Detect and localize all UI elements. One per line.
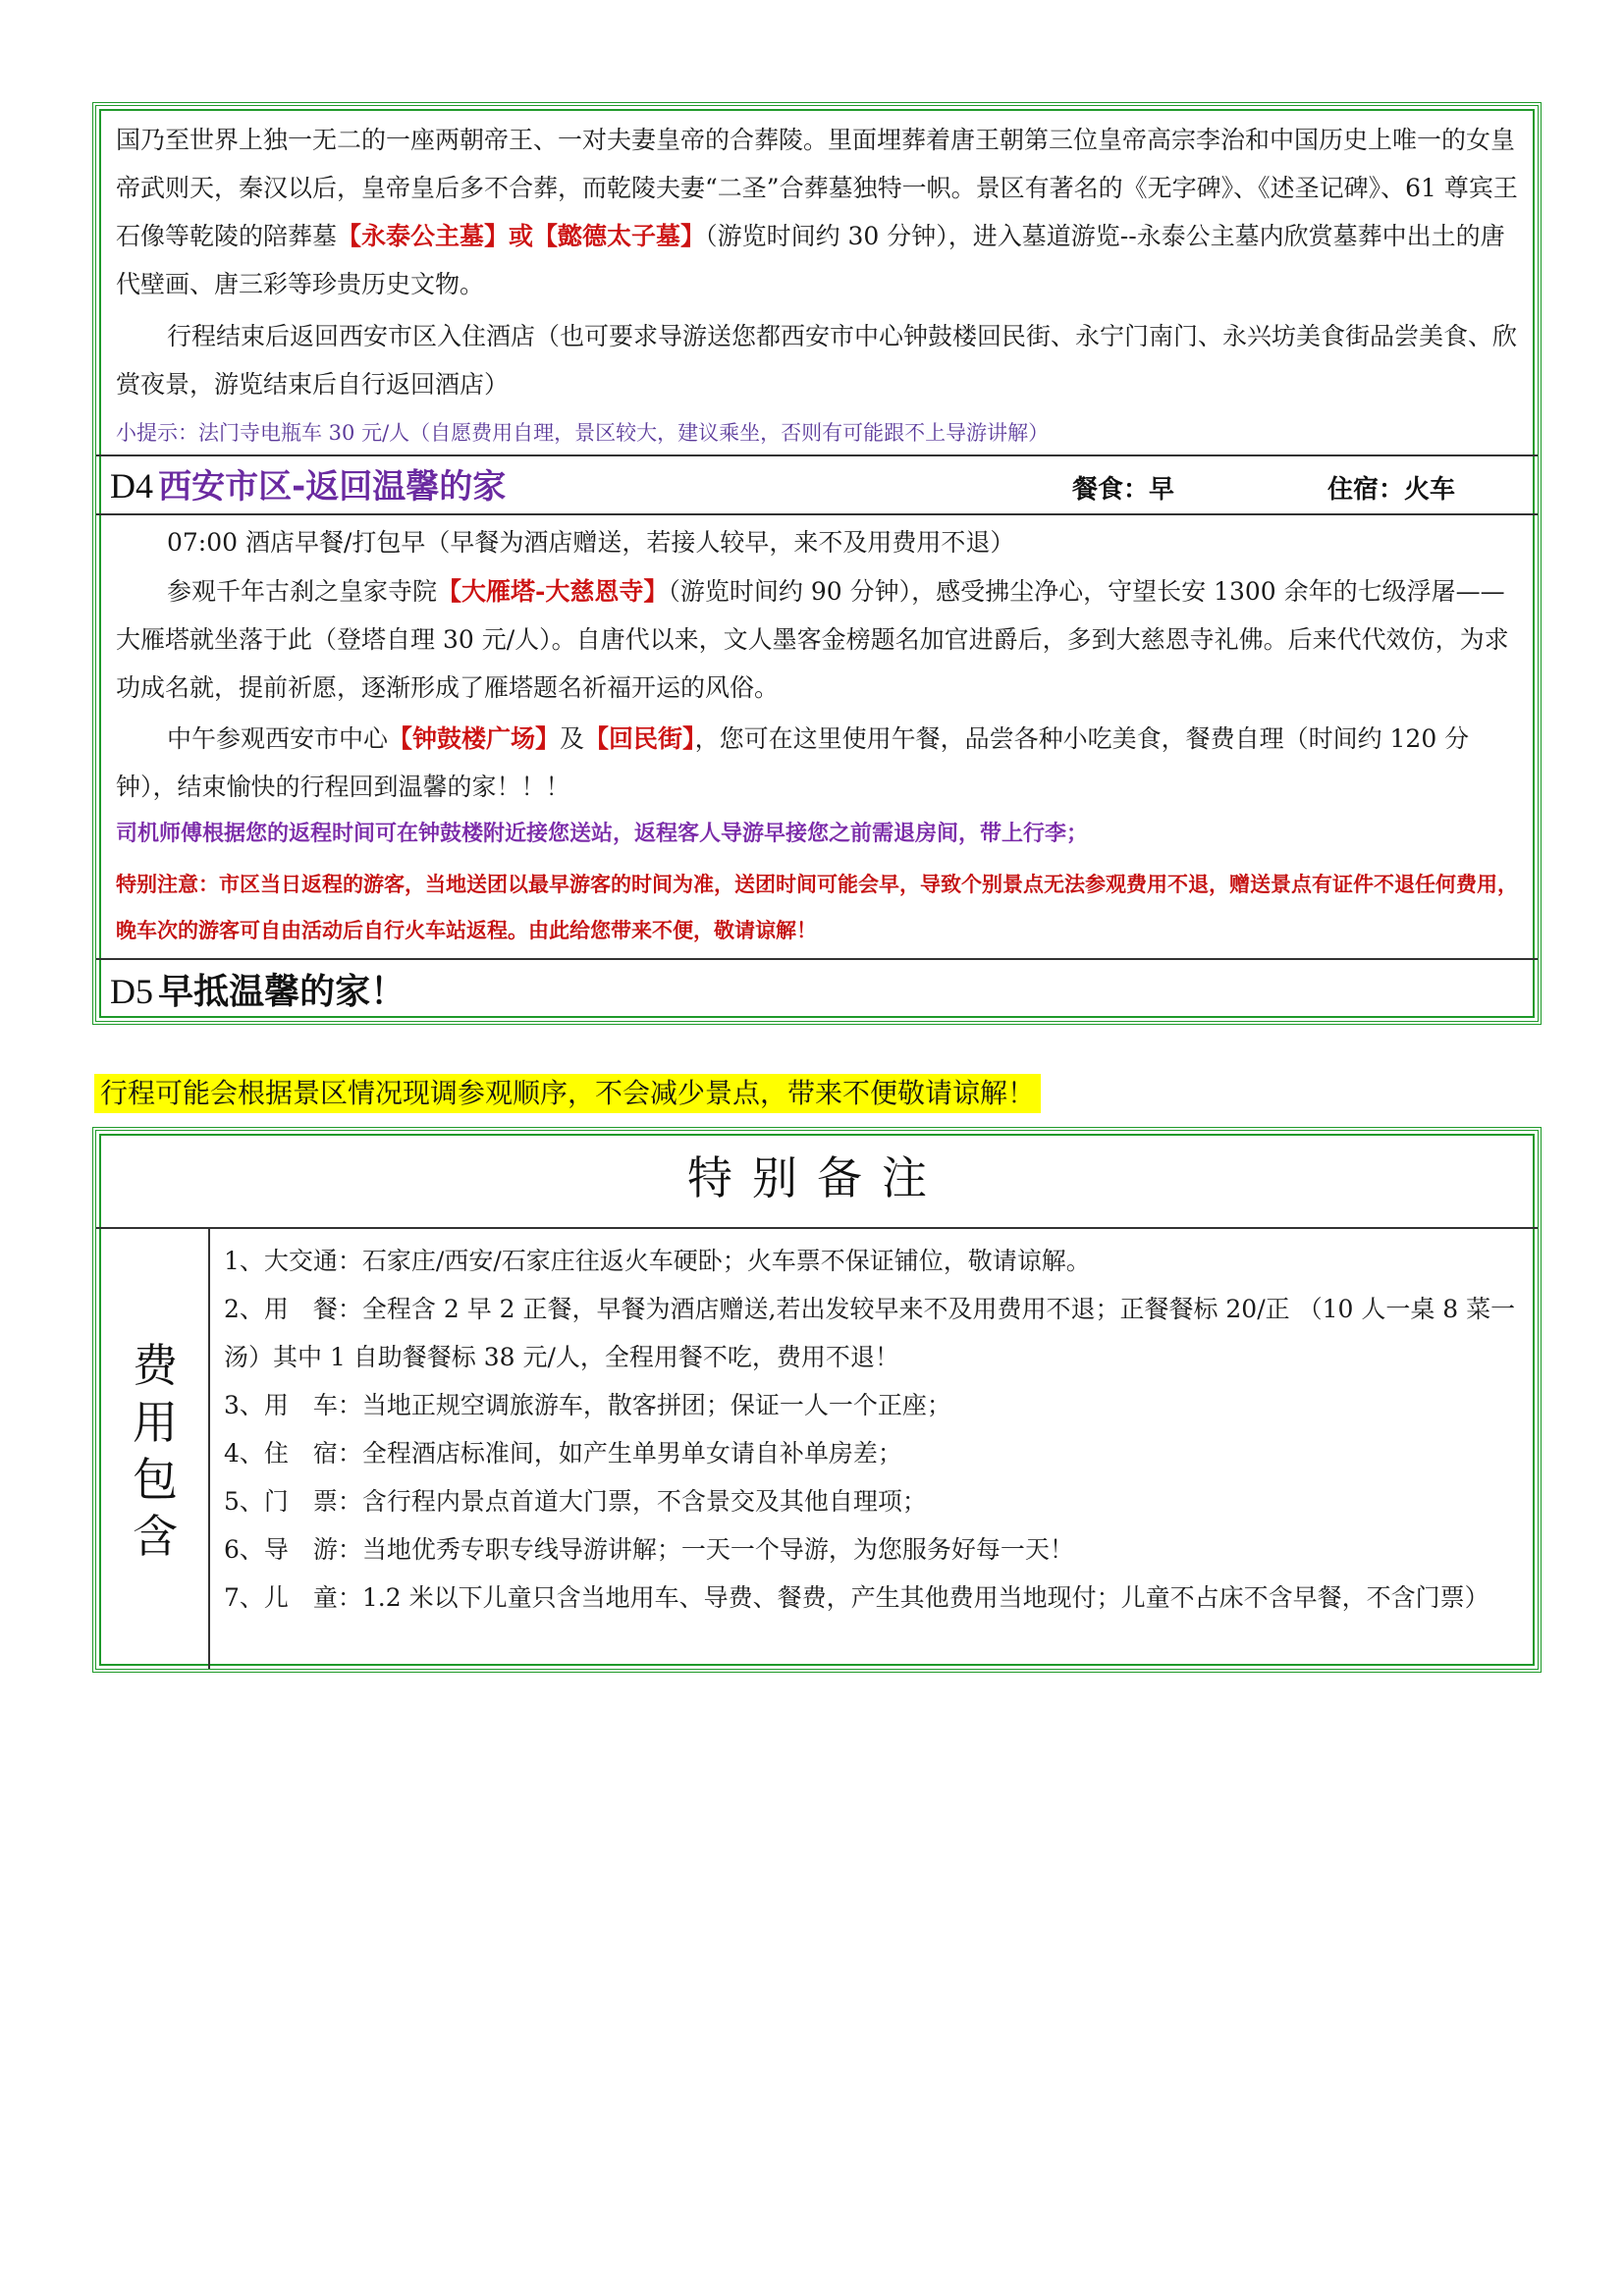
attraction-zhonggulou: 【钟鼓楼广场】 [388,724,561,753]
divider [96,1227,1538,1229]
attraction-yongtai: 【永泰公主墓】 [337,222,510,250]
day4-code: D4 [110,466,153,506]
tip-text: 小提示：法门寺电瓶车 30 元/人（自愿费用自理，景区较大，建议乘坐，否则有可能跟不上导游讲解） [116,421,1050,445]
special-notes-box [92,1127,1542,1673]
list-item: 7、儿 童：1.2 米以下儿童只含当地用车、导费、餐费，产生其他费用当地现付；儿童不占床不含早餐，不含门票） [224,1583,1489,1612]
divider [96,958,1538,960]
list-item: 1、大交通：石家庄/西安/石家庄往返火车硬卧；火车票不保证铺位，敬请谅解。 [224,1247,1091,1275]
day4-meals: 餐食：早 [1072,475,1175,505]
d3-tail-paragraph [116,116,1518,308]
attraction-dayanta: 【大雁塔-大慈恩寺】 [437,577,669,606]
day5-code: D5 [110,972,153,1011]
day4-lunch-paragraph [116,715,1518,811]
conj-and: 及 [560,724,585,753]
list-item: 4、住 宿：全程酒店标准间，如产生单男单女请自补单房差； [224,1439,902,1468]
conj-or: 或 [509,222,534,250]
reminder-banner: 行程可能会根据景区情况现调参观顺序，不会减少景点，带来不便敬请谅解！ [94,1074,1041,1113]
day4-lodging: 住宿：火车 [1327,475,1456,505]
divider [96,513,1538,515]
fee-included-label [116,1337,194,1565]
day5-title: 早抵温馨的家！ [158,972,406,1012]
d4-text: 参观千年古刹之皇家寺院 [167,577,438,606]
day4-title: 西安市区-返回温馨的家 [158,467,507,507]
attraction-huiminjie: 【回民街】 [584,724,695,753]
itinerary-box [92,102,1542,1025]
day4-dayanta-paragraph [116,567,1518,712]
notes-title: 特别备注 [687,1151,947,1204]
d4-lunch-text: 中午参观西安市中心 [167,724,389,753]
d4-text-tail: （游览时间约 90 分钟），感受拂尘净心，守望长安 1300 余年的七级浮屠——大雁塔就坐落于此（登塔自理 30 元/人）。自唐代以来，文人墨客金榜题名加官进爵后，多到大慈恩寺礼佛。后来代代效仿，为求功成名就，提前祈愿，逐渐形成了雁塔题名祈福开运的风俗。 [116,577,1509,702]
label-char: 包 [133,1453,178,1506]
attraction-yide: 【懿德太子墓】 [533,222,706,250]
d3-text-tail: （游览时间约 30 分钟），进入墓道游览--永泰公主墓内欣赏墓葬中出土的唐代壁画、唐三彩等珍贵历史文物。 [116,222,1505,298]
d3-text: 国乃至世界上独一无二的一座两朝帝王、一对夫妻皇帝的合葬陵。里面埋葬着唐王朝第三位皇帝高宗李治和中国历史上唯一的女皇帝武则天，秦汉以后，皇帝皇后多不合葬，而乾陵夫妻“二圣”合葬墓独特一帜。景区有著名的《无字碑》、《述圣记碑》、61 尊宾王石像等乾陵的陪葬墓 [116,126,1518,250]
driver-note: 司机师傅根据您的返程时间可在钟鼓楼附近接您送站，返程客人导游早接您之前需退房间，带上行李； [116,822,1089,846]
divider [96,454,1538,456]
list-item: 5、门 票：含行程内景点首道大门票，不含景交及其他自理项； [224,1487,927,1516]
d4-lunch-tail: ，您可在这里使用午餐，品尝各种小吃美食，餐费自理（时间约 120 分钟），结束愉快的行程回到温馨的家！！！ [116,724,1470,801]
day5-header [110,964,1524,1017]
label-char: 含 [133,1510,178,1563]
label-char: 用 [133,1396,178,1449]
day4-header [110,459,1524,512]
special-note: 特别注意：市区当日返程的游客，当地送团以最早游客的时间为准，送团时间可能会早，导致个别景点无法参观费用不退，赠送景点有证件不退任何费用，晚车次的游客可自由活动后自行火车站返程。由此给您带来不便，敬请谅解！ [116,873,1518,942]
column-divider [208,1227,210,1669]
fee-items-list [224,1237,1524,1622]
list-item: 6、导 游：当地优秀专职专线导游讲解；一天一个导游，为您服务好每一天！ [224,1535,1074,1564]
day4-breakfast: 07:00 酒店早餐/打包早（早餐为酒店赠送，若接人较早，来不及用费用不退） [167,528,1015,557]
d3-return-paragraph: 行程结束后返回西安市区入住酒店（也可要求导游送您都西安市中心钟鼓楼回民街、永宁门南门、永兴坊美食街品尝美食、欣赏夜景，游览结束后自行返回酒店） [116,322,1518,399]
list-item: 3、用 车：当地正规空调旅游车，散客拼团；保证一人一个正座； [224,1391,951,1419]
label-char: 费 [133,1339,178,1392]
list-item: 2、用 餐：全程含 2 早 2 正餐，早餐为酒店赠送,若出发较早来不及用费用不退；正餐餐标 20/正 （10 人一桌 8 菜一汤）其中 1 自助餐餐标 38 元/人，全程用餐不吃，费用不退！ [224,1295,1516,1371]
